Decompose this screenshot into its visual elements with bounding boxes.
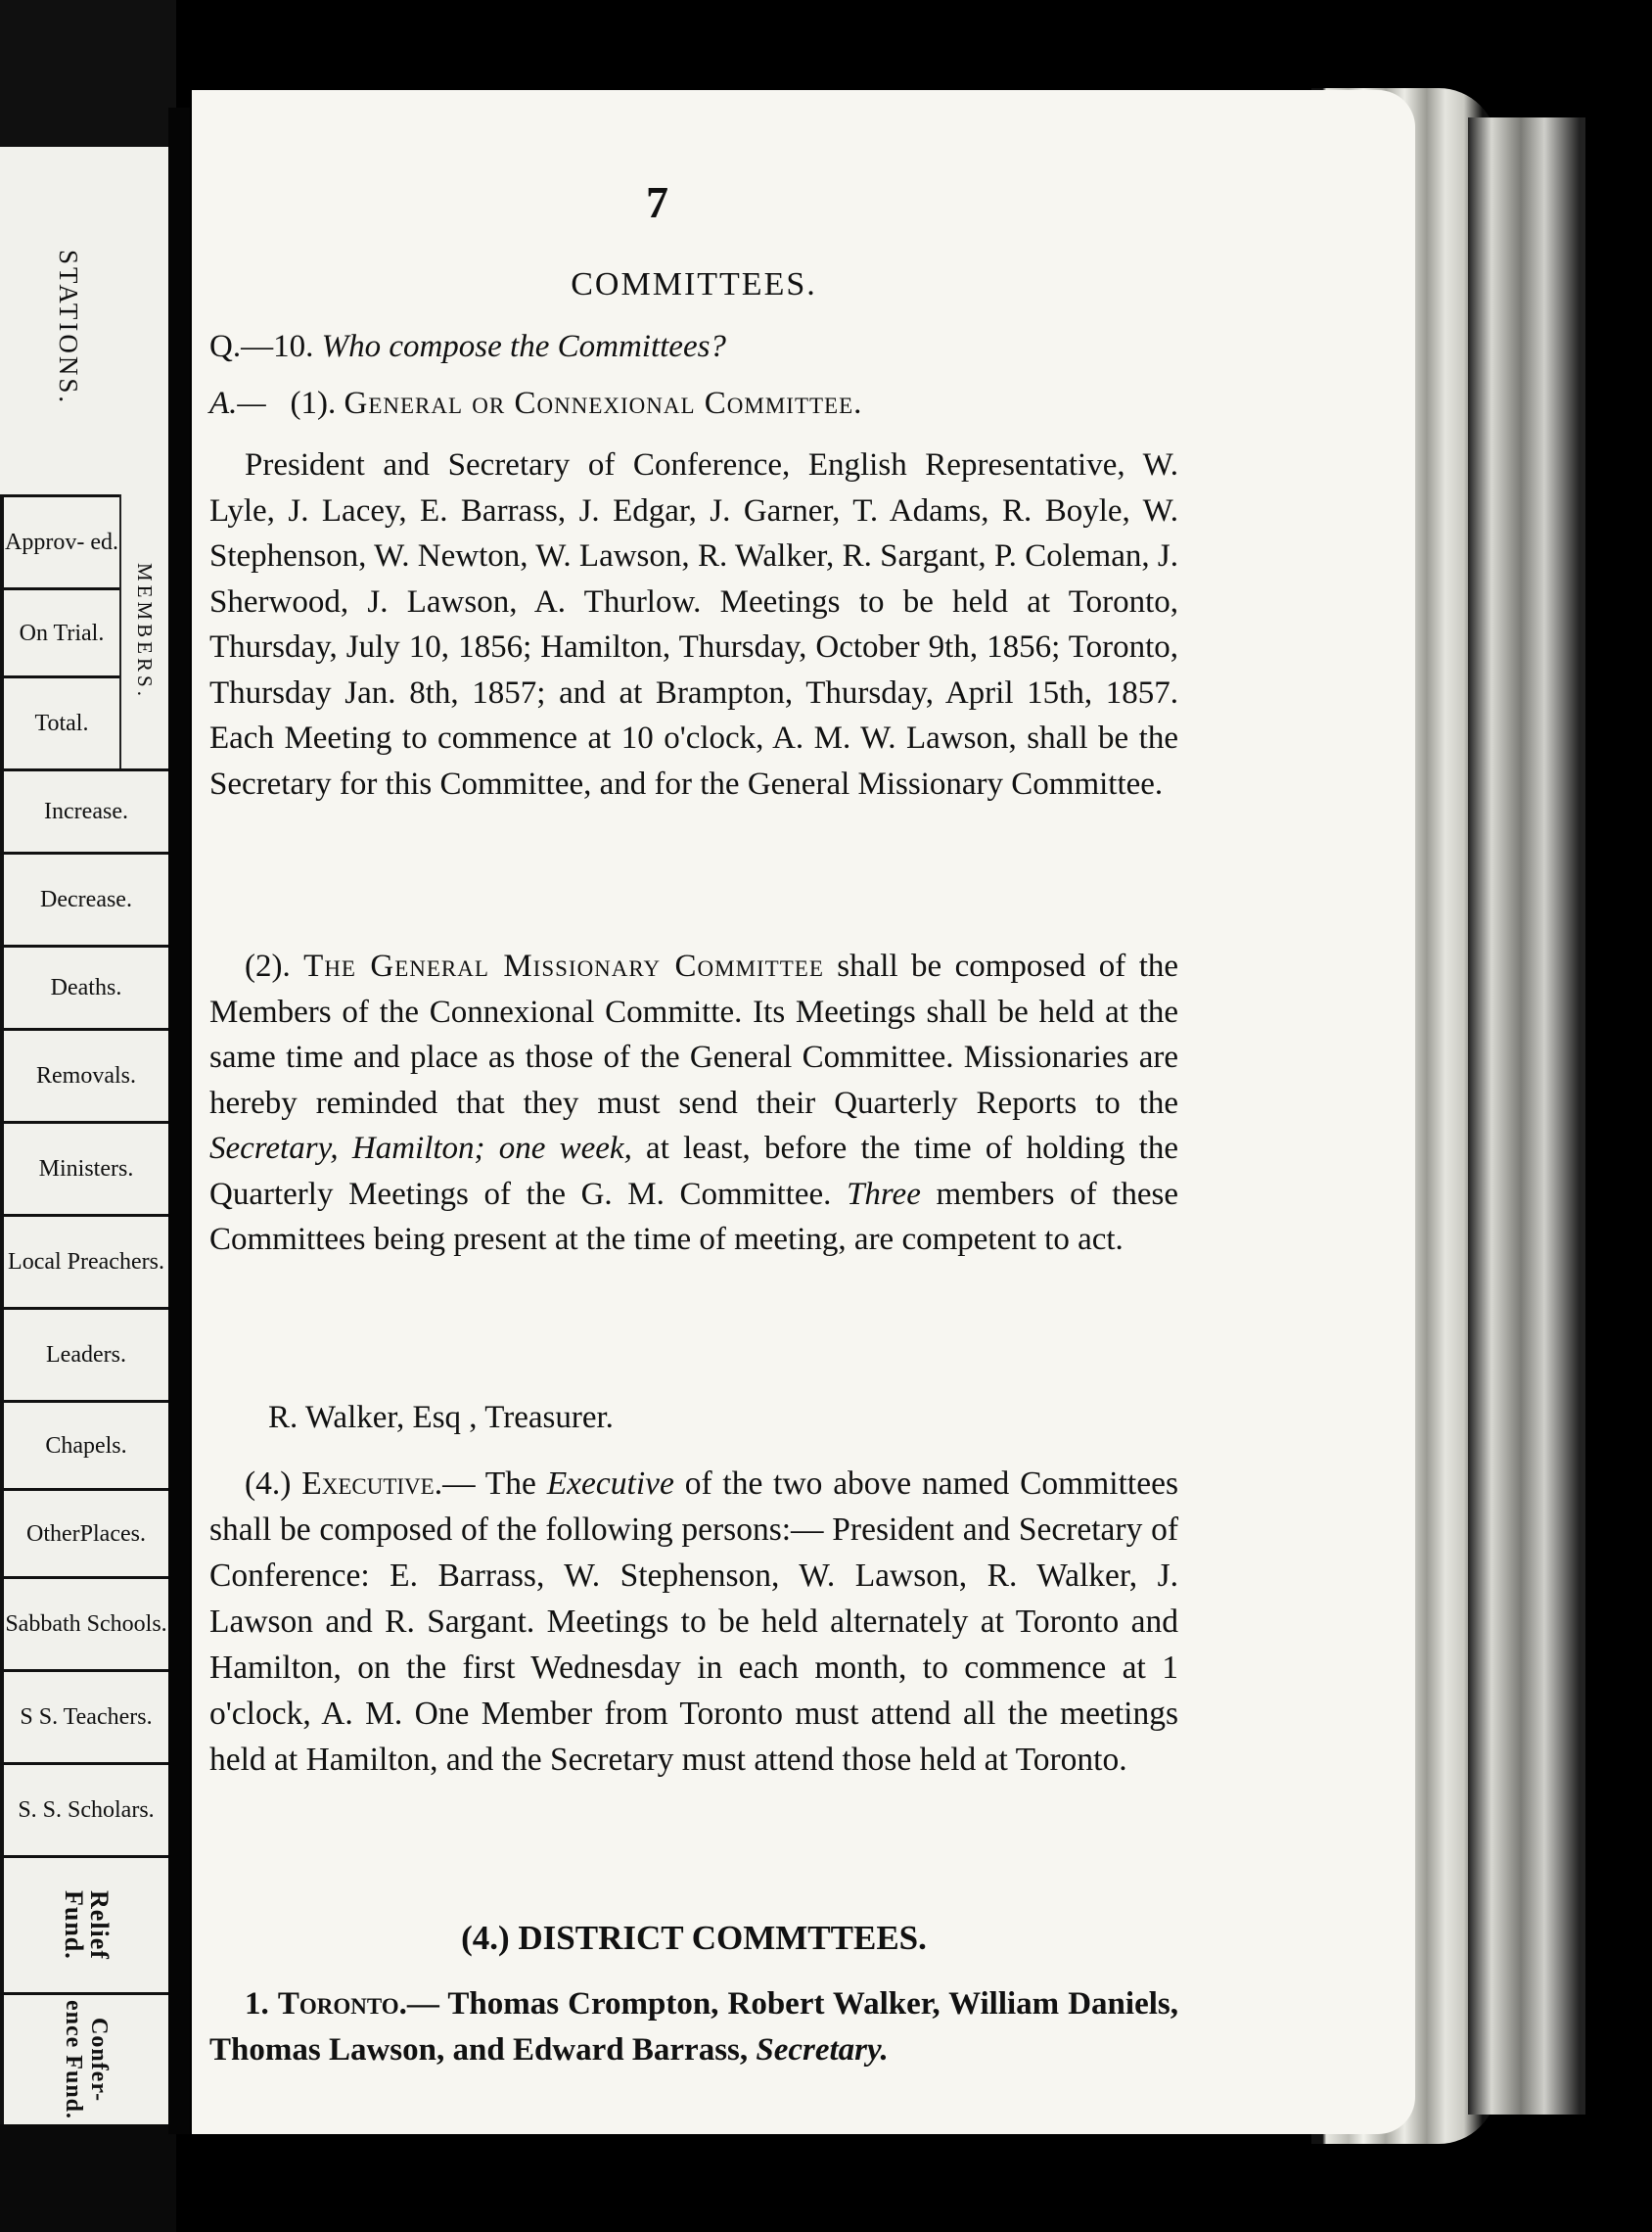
paragraph-missionary-committee (209, 944, 1178, 1263)
section2-title: The General Missionary Committee (303, 949, 824, 984)
members-label: MEMBERS. (133, 563, 157, 700)
district1-number: 1. (245, 1986, 269, 2022)
tab-label: Decrease. (40, 887, 132, 912)
section2-number: (2). (245, 949, 291, 984)
section1-number: (1). (290, 386, 337, 421)
district-committees-heading: (4.) DISTRICT COMMTTEES. (461, 1919, 927, 1957)
tab-increase[interactable] (0, 768, 168, 852)
section2-text-c: members of these Committees being present at the time of meeting, are competent to act. (209, 1176, 1179, 1257)
tab-label: Total. (34, 711, 89, 736)
tab-conference-fund[interactable] (0, 1992, 168, 2124)
scan-border-top (0, 0, 176, 147)
district1-secretary: Secretary. (756, 2032, 889, 2068)
paragraph-executive (209, 1461, 1178, 1783)
tab-chapels[interactable] (0, 1400, 168, 1488)
tab-label: Local Preachers. (8, 1249, 164, 1275)
tab-removals[interactable] (0, 1028, 168, 1121)
tab-label: Increase. (44, 799, 128, 824)
tab-label: Ministers. (38, 1156, 134, 1182)
section4-the: The (484, 1465, 536, 1502)
tab-label: Confer- ence Fund. (61, 1999, 112, 2119)
question-text: Who compose the Committees? (321, 329, 726, 364)
tab-label: S S. Teachers. (20, 1704, 153, 1730)
section2-secretary: Secretary, Hamilton; (209, 1131, 485, 1166)
section2-text-a: shall be composed of the Members of the Connexional Committe. Its Meetings shall be held at the same time and place as those of the General Committee. Missionaries are hereby reminded that they must send their Quarterly Reports to the (209, 949, 1179, 1121)
tab-local-preachers[interactable] (0, 1214, 168, 1307)
tab-label: Removals. (36, 1063, 136, 1089)
tab-total[interactable] (0, 675, 119, 768)
tab-label: Chapels. (45, 1432, 127, 1459)
question-number: Q.—10. (209, 329, 314, 364)
tab-label: OtherPlaces. (26, 1520, 146, 1547)
tab-label: Leaders. (46, 1342, 126, 1368)
book-cover-edge (1468, 117, 1585, 2115)
tab-approved[interactable] (0, 494, 119, 587)
tab-other-places[interactable] (0, 1488, 168, 1576)
section4-title: Executive.— (301, 1465, 476, 1502)
tab-ss-teachers[interactable] (0, 1669, 168, 1762)
tab-sabbath-schools[interactable] (0, 1576, 168, 1669)
tab-label: Deaths. (50, 975, 122, 1000)
answer-line (209, 382, 1178, 425)
answer-prefix: A.— (209, 386, 266, 421)
tab-ss-scholars[interactable] (0, 1762, 168, 1855)
tab-leaders[interactable] (0, 1307, 168, 1400)
tab-deaths[interactable] (0, 945, 168, 1028)
section2-three: Three (847, 1176, 921, 1212)
paragraph-general-committee: President and Secretary of Conference, English Representative, W. Lyle, J. Lacey, E. Barrass, J. Edgar, J. Garner, T. Adams, R. Boyle, W. Stephenson, W. Newton, W. Lawson, R. Walker, R. Sargant, P. Coleman, J. Sherwood, J. Lawson, A. Thurlow. Meetings to be held at Toronto, Thursday, July 10, 1856; Hamilton, Thursday, October 9th, 1856; Toronto, Thursday Jan. 8th, 1857; and at Brampton, Thursday, April 15th, 1857. Each Meeting to commence at 10 o'clock, A. M. W. Lawson, shall be the Secretary for this Committee, and for the General Missionary Committee. (209, 447, 1178, 802)
tab-label: Relief Fund. (60, 1890, 114, 1960)
question-line (209, 325, 1178, 368)
section4-number: (4.) (245, 1465, 292, 1502)
section4-executive: Executive (546, 1465, 674, 1502)
section4-text: of the two above named Committees shall be composed of the following persons:— President and Secretary of Conference: E. Barrass, W. Stephenson, W. Lawson, R. Walker, J. Lawson and R. Sargant. Meetings to be held alternately at Toronto and Hamilton, on the first Wednesday in each month, to commence at 1 o'clock, A. M. One Member from Toronto must attend all the meetings held at Hamilton, and the Secretary must attend those held at Toronto. (209, 1465, 1178, 1778)
page-number: 7 (646, 177, 668, 227)
section2-text-b: at least, before the time of holding the Quarterly Meetings of the G. M. Committee. (209, 1131, 1178, 1212)
tab-decrease[interactable] (0, 852, 168, 945)
tab-ministers[interactable] (0, 1121, 168, 1214)
paragraph-district-toronto (209, 1981, 1178, 2073)
treasurer-line: R. Walker, Esq , Treasurer. (268, 1400, 614, 1435)
tab-label: On Trial. (19, 620, 105, 646)
district1-place: Toronto.— (277, 1986, 439, 2022)
stations-label: STATIONS. (54, 250, 83, 406)
district1-text: Thomas Crompton, Robert Walker, William Daniels, Thomas Lawson, and Edward Barrass, (209, 1986, 1178, 2068)
section2-week: one week, (498, 1131, 632, 1166)
page-title: COMMITTEES. (571, 266, 817, 302)
tab-label: Sabbath Schools. (5, 1611, 167, 1637)
tab-on-trial[interactable] (0, 587, 119, 675)
book-spine-edge (168, 108, 190, 2134)
members-divider (119, 494, 121, 768)
tab-relief-fund[interactable] (0, 1855, 168, 1992)
scan-border-bottom (0, 2124, 176, 2232)
tab-label: S. S. Scholars. (18, 1797, 155, 1823)
section1-title: General or Connexional Committee. (344, 386, 863, 421)
tab-label: Approv- ed. (5, 530, 118, 555)
